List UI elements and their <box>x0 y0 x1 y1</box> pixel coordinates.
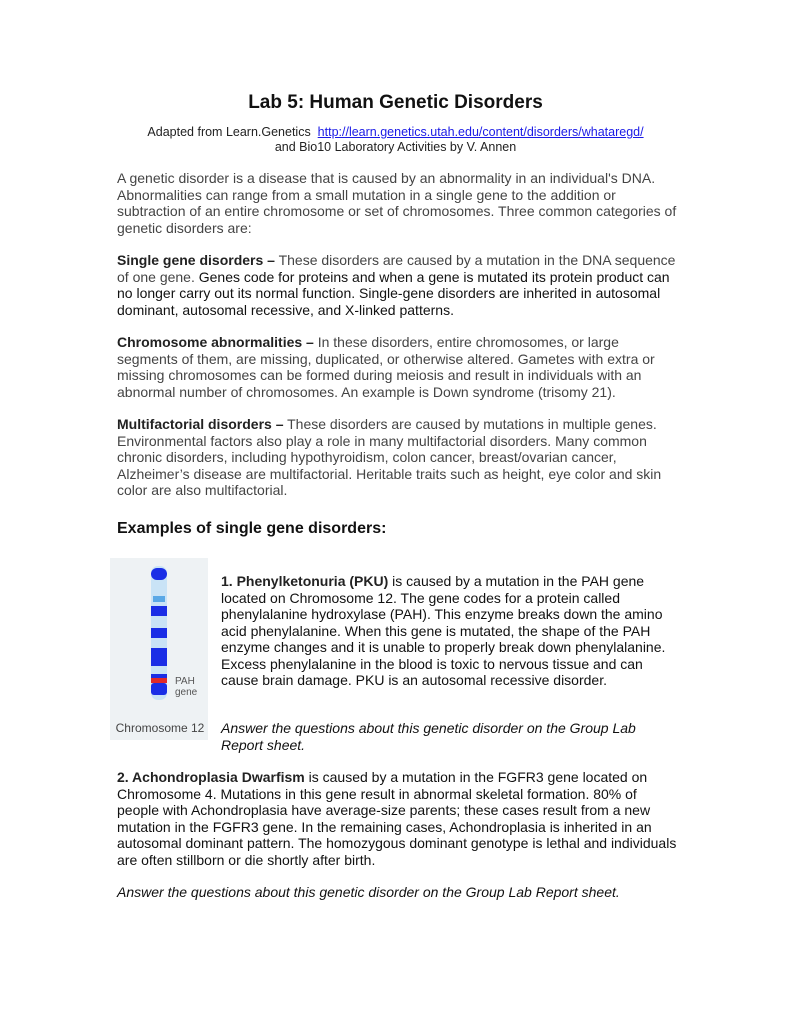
band-1 <box>151 568 167 580</box>
single-gene-text-b: Genes code for proteins and when a gene is mutated its protein product can no longer carry out its normal function. Single-gene disorders are inherited in autosomal dominant, autosomal recessive, and X-linked patterns. <box>117 268 670 318</box>
pku-instruction: Answer the questions about this genetic disorder on the Group Lab Report sheet. <box>221 720 636 753</box>
chromosome-caption: Chromosome 12 <box>115 721 205 735</box>
achondroplasia-text: is caused by a mutation in the FGFR3 gene located on Chromosome 4. Mutations in this gene result in abnormal skeletal formation. 80% of people with Achondroplasia have average-size parents; these cases result from a new mutation in the FGFR3 gene. In the remaining cases, Achondroplasia is inherited in an autosomal dominant pattern. The homozygous dominant genotype is lethal and individuals are often stillborn or die shortly after birth. <box>117 769 677 868</box>
single-gene-heading: Single gene disorders – <box>117 252 275 268</box>
source-line-2: and Bio10 Laboratory Activities by V. Annen <box>274 140 517 154</box>
pah-gene-label <box>175 676 197 698</box>
band-2 <box>151 606 167 616</box>
pah-label-line-1: PAH <box>175 676 195 687</box>
band-5 <box>151 674 167 678</box>
source-link[interactable]: http://learn.genetics.utah.edu/content/disorders/whataregd/ <box>317 125 644 139</box>
multifactorial-heading: Multifactorial disorders – <box>117 416 284 432</box>
page-title: Lab 5: Human Genetic Disorders <box>248 92 543 113</box>
intro-paragraph: A genetic disorder is a disease that is caused by an abnormality in an individual's DNA. Abnormalities can range from a small mutation in a single gene to the addition or subtraction of an entire chromosome or set of chromosomes. Three common categories of genetic disorders are: <box>117 170 677 236</box>
pku-text: is caused by a mutation in the PAH gene located on Chromosome 12. The gene codes for a protein called phenylalanine hydroxylase (PAH). This enzyme breaks down the amino acid phenylalanine. When this gene is mutated, the shape of the PAH enzyme changes and it is unable to properly break down phenylalanine. Excess phenylalanine in the blood is toxic to nervous tissue and can cause brain damage. PKU is an autosomal recessive disorder. <box>221 573 666 688</box>
pah-label-line-2: gene <box>175 687 198 698</box>
source-line-1 <box>0 125 791 140</box>
band-6 <box>151 683 167 695</box>
chromosome-paragraph <box>117 334 682 400</box>
achondroplasia-paragraph <box>117 769 682 868</box>
chromosome-text: In these disorders, entire chromosomes, or large segments of them, are missing, duplicated, or otherwise altered. Gametes with extra or missing chromosomes can be formed during meiosis and result in individuals with an abnormal number of chromosomes. An example is Down syndrome (trisomy 21). <box>117 334 655 400</box>
pku-paragraph <box>221 573 681 689</box>
multifactorial-text: These disorders are caused by mutations in multiple genes. Environmental factors also play a role in many multifactorial disorders. Many common chronic disorders, including hypothyroidism, colon cancer, breast/ovarian cancer, Alzheimer’s disease are multifactorial. Heritable traits such as height, eye color and skin color are also multifactorial. <box>117 416 662 498</box>
pah-gene-mutation-band <box>151 678 167 683</box>
chromosome-12-figure <box>110 558 208 740</box>
band-3 <box>151 628 167 638</box>
chromosome-heading: Chromosome abnormalities – <box>117 334 314 350</box>
single-gene-text-a: These disorders are caused by a mutation in the DNA sequence of one gene. <box>117 252 676 285</box>
band-4 <box>151 648 167 666</box>
source-prefix: Adapted from Learn.Genetics <box>147 125 311 139</box>
source-attribution <box>0 125 791 155</box>
centromere-band <box>153 596 165 602</box>
achondroplasia-instruction: Answer the questions about this genetic disorder on the Group Lab Report sheet. <box>117 884 620 900</box>
multifactorial-paragraph <box>117 416 682 499</box>
achondroplasia-heading: 2. Achondroplasia Dwarfism <box>117 769 305 785</box>
single-gene-paragraph <box>117 252 682 318</box>
examples-heading: Examples of single gene disorders: <box>117 520 387 537</box>
pku-heading: 1. Phenylketonuria (PKU) <box>221 573 389 589</box>
